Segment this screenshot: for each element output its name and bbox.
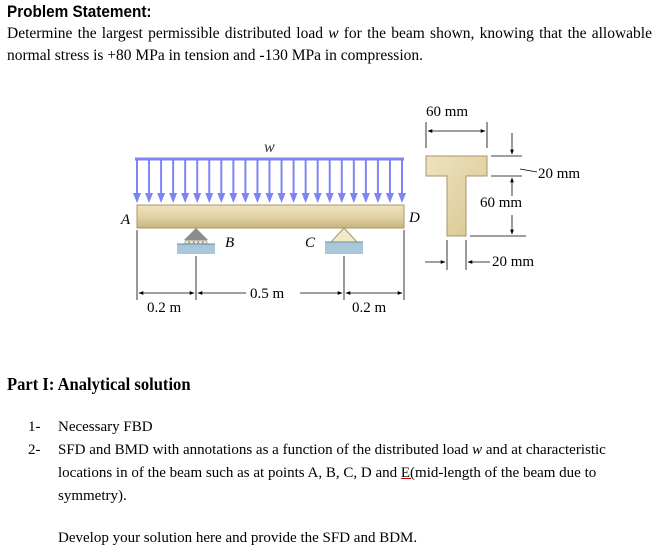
task-item-1 — [28, 416, 650, 439]
task-list — [28, 416, 650, 508]
load-arrow-head — [278, 193, 286, 203]
load-label-w: w — [264, 139, 275, 156]
task-text-a: SFD and BMD with annotations as a function of the distributed load — [58, 442, 473, 458]
dim-right: 0.2 m — [352, 300, 387, 316]
label-d: D — [409, 210, 420, 226]
section-web-height: 60 mm — [480, 195, 523, 211]
task-text-c: mid-length of the beam due to symmetry). — [58, 465, 597, 504]
load-arrow-head — [193, 193, 201, 203]
t-section — [426, 156, 487, 236]
load-arrow-head — [181, 193, 189, 203]
load-arrow-head — [229, 193, 237, 203]
distributed-load — [133, 159, 406, 203]
load-arrow-head — [157, 193, 165, 203]
section-web-width: 20 mm — [492, 254, 535, 270]
dim-left: 0.2 m — [147, 300, 182, 316]
task-point-e: E( — [400, 465, 416, 481]
beam — [137, 205, 404, 228]
label-a: A — [121, 212, 131, 228]
roller — [199, 240, 203, 244]
task-variable-w: w — [472, 442, 483, 458]
load-arrow-head — [338, 193, 346, 203]
label-c: C — [305, 235, 316, 251]
develop-instruction: Develop your solution here and provide the SFD and BDM. — [58, 530, 418, 546]
load-arrow-head — [314, 193, 322, 203]
load-arrow-head — [386, 193, 394, 203]
load-arrow-head — [362, 193, 370, 203]
task-number: 1- — [28, 419, 41, 435]
load-arrow-head — [266, 193, 274, 203]
statement-text-2: for the beam shown, knowing that the allowable normal stress is +80 MPa in tension and -130 MPa in compression. — [7, 25, 652, 64]
support-c-pin — [325, 228, 363, 254]
section-flange-thickness: 20 mm — [538, 166, 581, 182]
task-text-b: and at characteristic locations in of the beam such as at points A, B, C, D and — [58, 442, 606, 481]
page-title: Problem Statement: — [7, 2, 152, 21]
load-arrow-head — [253, 193, 261, 203]
load-arrow-head — [302, 193, 310, 203]
statement-variable-w: w — [328, 25, 339, 42]
task-number: 2- — [28, 442, 41, 458]
load-arrow-head — [217, 193, 225, 203]
roller — [190, 240, 194, 244]
support-c-triangle — [331, 228, 357, 242]
load-arrow-head — [205, 193, 213, 203]
statement-text-1: Determine the largest permissible distributed load — [7, 25, 329, 42]
part-heading: Part I: Analytical solution — [7, 374, 191, 394]
dim-mid: 0.5 m — [250, 286, 285, 302]
ground-c — [325, 242, 363, 254]
load-arrow-head — [133, 193, 141, 203]
section-top-width: 60 mm — [426, 104, 469, 120]
load-arrow-head — [350, 193, 358, 203]
task-item-2 — [28, 439, 650, 508]
support-b-roller — [177, 228, 215, 254]
load-arrow-head — [326, 193, 334, 203]
support-b-triangle — [184, 228, 208, 240]
roller — [203, 240, 207, 244]
support-b-rollers — [185, 240, 207, 244]
load-arrow-head — [241, 193, 249, 203]
roller — [185, 240, 189, 244]
ground-b — [177, 244, 215, 254]
load-arrow-head — [169, 193, 177, 203]
load-arrow-head — [374, 193, 382, 203]
roller — [194, 240, 198, 244]
load-arrow-head — [398, 193, 406, 203]
load-arrow-head — [290, 193, 298, 203]
task-text: Necessary FBD — [58, 419, 153, 435]
load-arrows — [133, 159, 406, 203]
load-arrow-head — [145, 193, 153, 203]
label-b: B — [225, 235, 235, 251]
